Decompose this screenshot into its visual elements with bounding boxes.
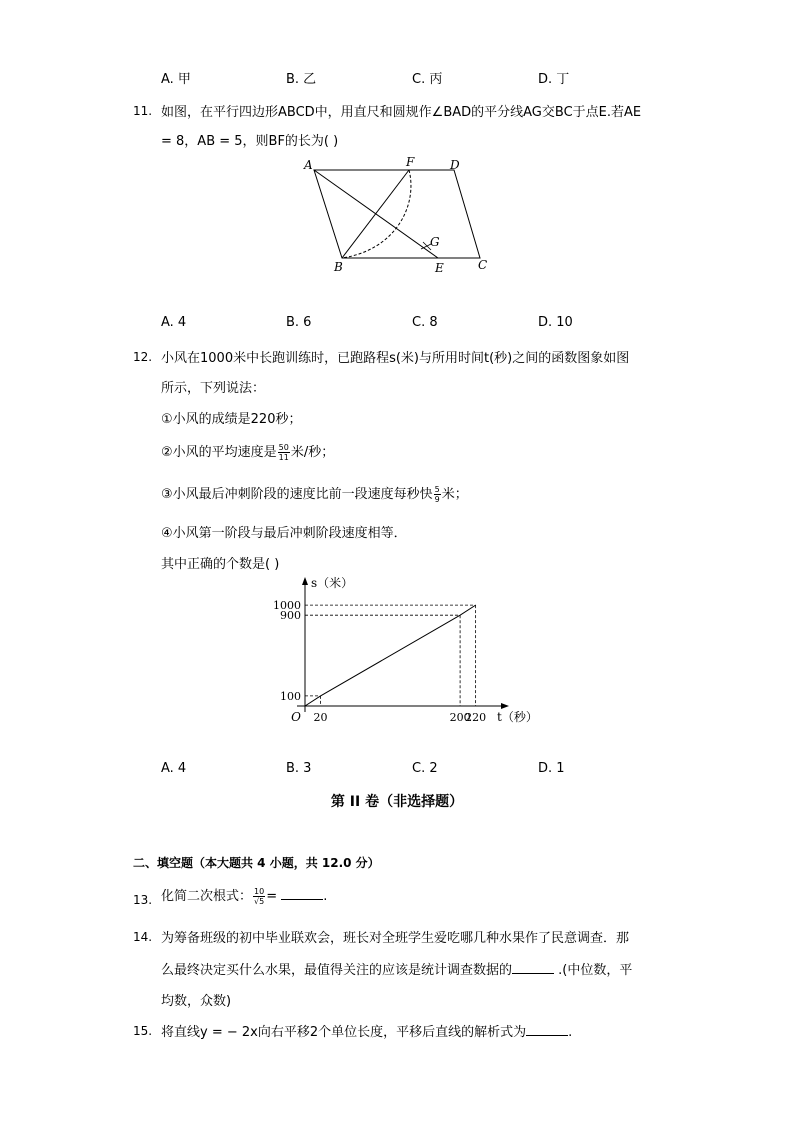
q13-number: 13. [133,893,153,907]
q10-choice-c[interactable]: C. 丙 [412,72,443,87]
q12-text-line2: 所示，下列说法： [161,381,266,396]
q12-choice-b[interactable]: B. 3 [286,761,312,776]
q12-statement-1: ①小风的成绩是220秒； [161,412,302,427]
q13-text [161,885,327,906]
section-2-title: 第 II 卷（非选择题） [330,794,464,810]
q12-choice-c[interactable]: C. 2 [412,761,438,776]
q12-s2-post: 米/秒； [290,445,335,460]
q13-num: 10 [254,887,265,896]
label-b: B [334,260,343,274]
q13-post: . [323,889,328,904]
q12-s2-num: 50 [278,443,289,452]
label-f: F [406,155,415,169]
q14-line2-pre: 么最终决定买什么水果，最值得关注的应该是统计调查数据的 [161,963,513,978]
q14-text-line3: 均数，众数) [161,994,232,1009]
q11-number: 11. [133,104,153,118]
q13-answer-blank[interactable] [281,887,323,900]
q11-choice-b[interactable]: B. 6 [286,315,312,330]
q12-ask: 其中正确的个数是( ) [161,557,280,572]
q12-s3-den: 9 [434,495,440,504]
y-tick-label: 1000 [273,599,301,613]
q12-statement-2 [161,441,334,462]
y-axis-label: s（米） [311,576,354,590]
q14-line2-post: .(中位数，平 [554,963,633,978]
series-line [305,605,476,706]
q10-choice-a[interactable]: A. 甲 [161,72,191,87]
origin-label: O [291,710,301,724]
q14-text-line2 [161,959,632,978]
label-a: A [304,158,313,172]
q14-text-line1: 为筹备班级的初中毕业联欢会，班长对全班学生爱吃哪几种水果作了民意调查．那 [161,931,630,946]
q12-s3-pre: ③小风最后冲刺阶段的速度比前一段速度每秒快 [161,487,433,502]
q11-choice-a[interactable]: A. 4 [161,315,187,330]
label-c: C [478,258,488,272]
x-tick-label: 20 [313,711,328,724]
q11-choice-c[interactable]: C. 8 [412,315,438,330]
q12-statement-4: ④小风第一阶段与最后冲刺阶段速度相等． [161,526,407,541]
q12-s3-num: 5 [434,485,440,494]
part-2-heading: 二、填空题（本大题共 4 小题，共 12.0 分） [133,856,380,870]
q12-statement-3 [161,483,468,504]
q10-choice-b[interactable]: B. 乙 [286,72,317,87]
q13-fraction [253,887,265,906]
q13-den: √5 [254,897,265,906]
label-d: D [450,158,460,172]
q15-number: 15. [133,1024,153,1038]
q11-parallelogram-figure [296,150,496,280]
q11-text-line2: = 8，AB = 5，则BF的长为( ) [161,134,339,149]
q12-number: 12. [133,350,153,364]
q12-s3-post: 米； [441,487,468,502]
y-tick-label: 100 [280,689,301,703]
q12-distance-time-chart [270,576,538,728]
q14-number: 14. [133,930,153,944]
q10-choice-d[interactable]: D. 丁 [538,72,570,87]
q12-choice-a[interactable]: A. 4 [161,761,187,776]
x-tick-label: 220 [465,711,487,724]
q13-eq: = [266,889,282,904]
y-axis-arrow [302,577,308,585]
q12-s2-den: 11 [278,453,289,462]
q13-pre: 化简二次根式： [161,889,253,904]
q12-s3-fraction [434,485,441,504]
q15-post: . [568,1025,573,1040]
q11-choice-d[interactable]: D. 10 [538,315,573,330]
label-g: G [430,235,440,249]
parallelogram-abcd [314,170,480,258]
q15-text [161,1021,572,1040]
x-tick-label: 200 [449,711,471,724]
y-tick-label: 900 [280,609,301,623]
segment-bf [342,170,409,258]
q12-s2-fraction [278,443,290,462]
q12-s2-pre: ②小风的平均速度是 [161,445,277,460]
q12-choice-d[interactable]: D. 1 [538,761,565,776]
q15-answer-blank[interactable] [526,1023,568,1036]
q15-pre: 将直线y = − 2x向右平移2个单位长度，平移后直线的解析式为 [161,1025,527,1040]
q11-text-line1: 如图，在平行四边形ABCD中，用直尺和圆规作∠BAD的平分线AG交BC于点E.若AE [161,105,642,120]
q12-text-line1: 小风在1000米中长跑训练时，已跑路程s(米)与所用时间t(秒)之间的函数图象如图 [161,351,630,366]
label-e: E [435,261,444,275]
x-axis-arrow [501,703,509,709]
q14-answer-blank[interactable] [512,961,554,974]
x-axis-label: t（秒） [497,710,538,724]
